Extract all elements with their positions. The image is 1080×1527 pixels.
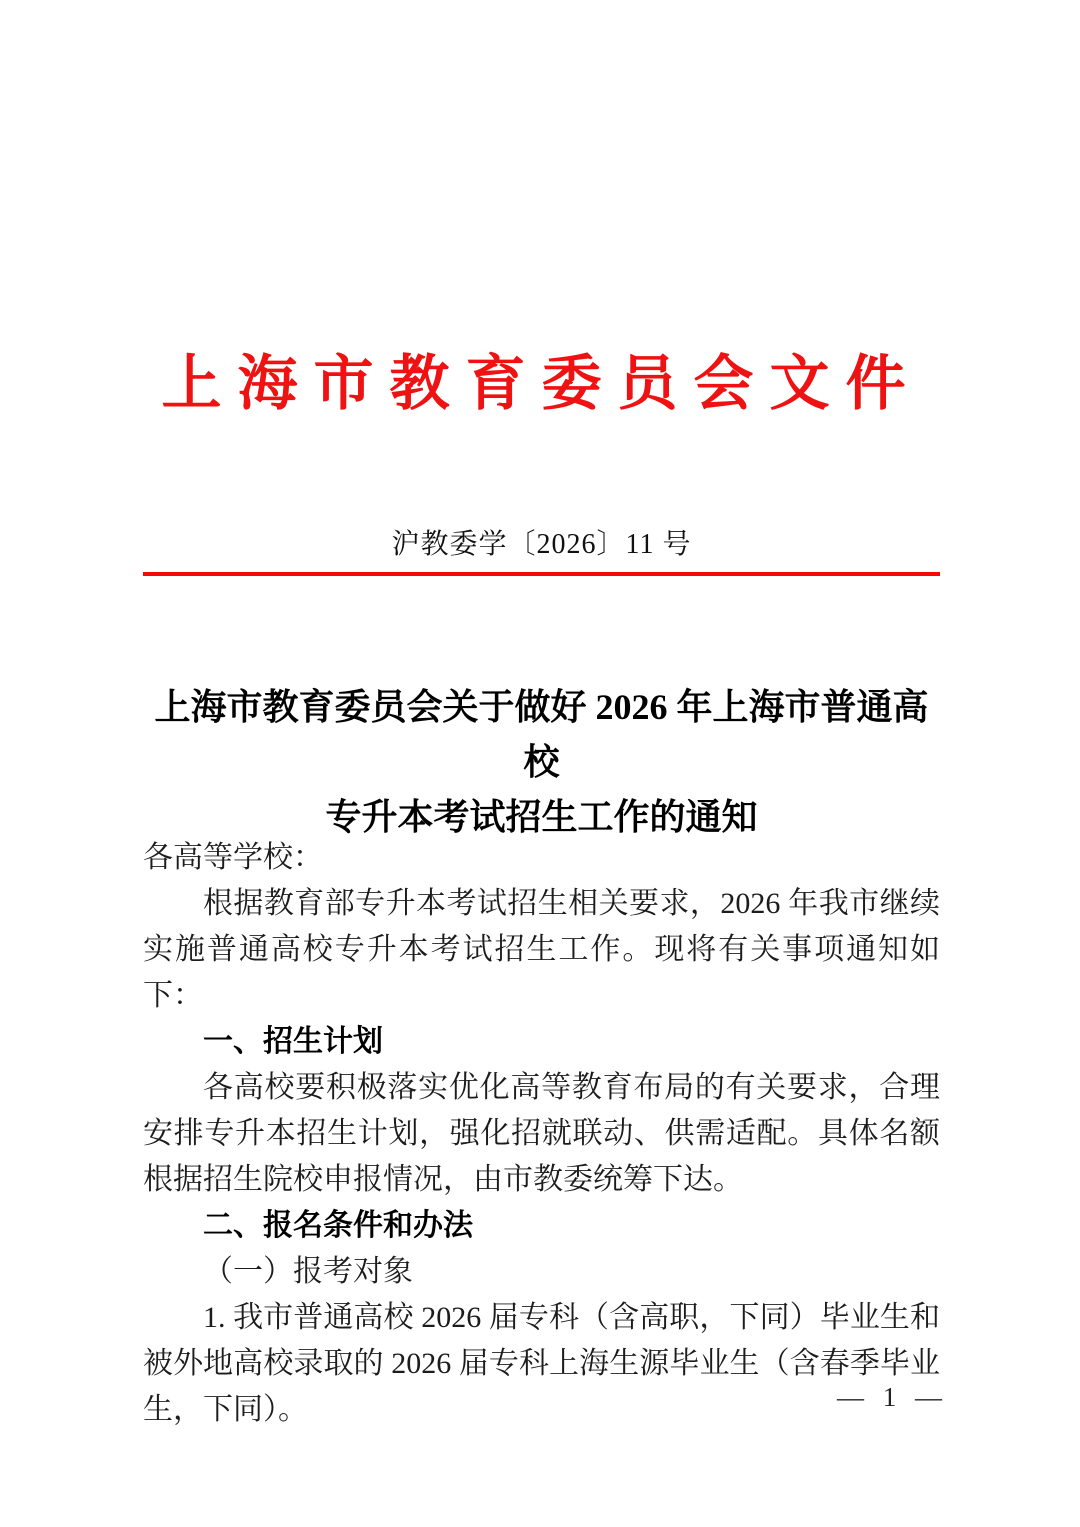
doc-number: 沪教委学〔2026〕11 号 (391, 529, 692, 560)
agency-header-title: 上海市教育委员会文件 (161, 351, 922, 417)
document-body (143, 835, 940, 1433)
notice-title-line-2: 专升本考试招生工作的通知 (325, 797, 758, 837)
salutation: 各高等学校： (143, 841, 323, 874)
document-page (143, 0, 948, 1527)
section-1-paragraph: 各高校要积极落实优化高等教育布局的有关要求，合理安排专升本招生计划，强化招就联动、供需适配。具体名额根据招生院校申报情况，由市教委统筹下达。 (143, 1071, 940, 1196)
section-2-heading: 二、报名条件和办法 (203, 1209, 473, 1242)
section-1-heading: 一、招生计划 (203, 1025, 383, 1058)
intro-paragraph: 根据教育部专升本考试招生相关要求，2026 年我市继续实施普通高校专升本考试招生工作。现将有关事项通知如下： (143, 887, 940, 1012)
section-2-item-1: 1. 我市普通高校 2026 届专科（含高职，下同）毕业生和被外地高校录取的 2026 届专科上海生源毕业生（含春季毕业生，下同）。 (143, 1301, 940, 1426)
section-2-subheading: （一）报考对象 (203, 1255, 413, 1288)
notice-title (143, 680, 940, 845)
red-divider-line (143, 572, 940, 576)
page-number: — 1 — (837, 1382, 948, 1412)
notice-title-line-1: 上海市教育委员会关于做好 2026 年上海市普通高校 (154, 687, 929, 782)
